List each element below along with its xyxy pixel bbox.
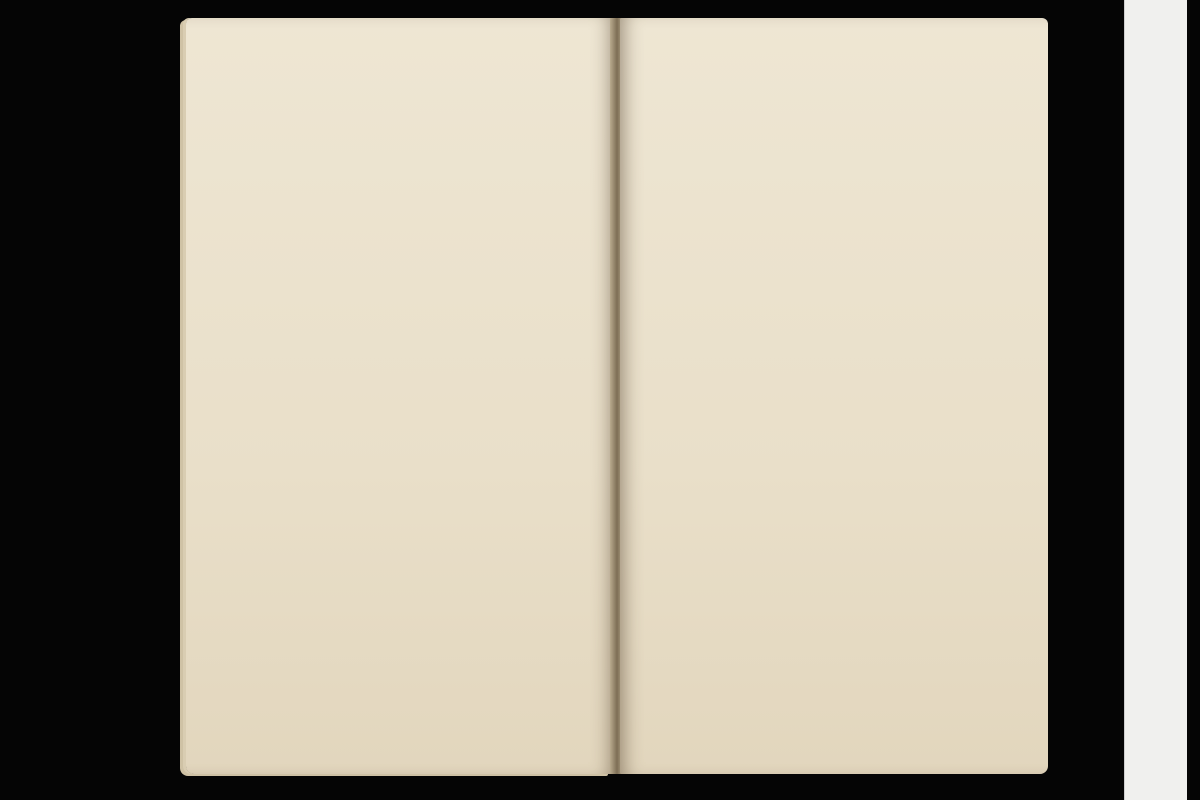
left-page: [186, 18, 614, 774]
measuring-ruler: [1124, 0, 1187, 800]
right-page: [620, 18, 1048, 774]
open-book: [186, 18, 1048, 778]
